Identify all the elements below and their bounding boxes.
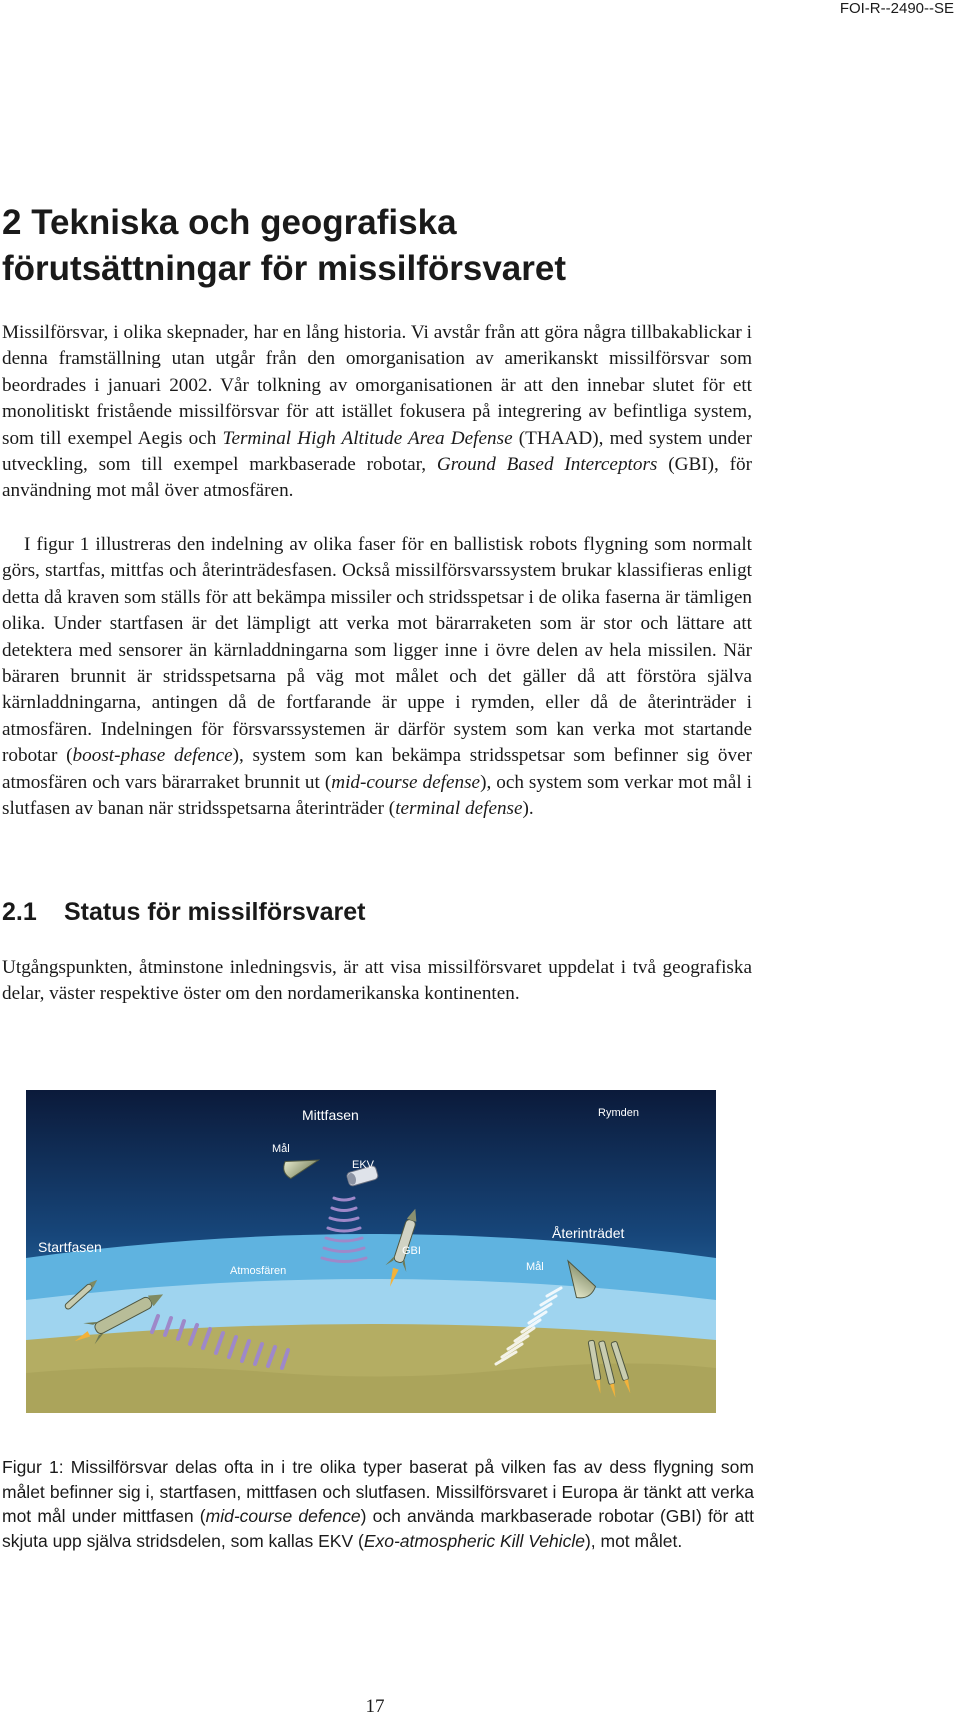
text-run: (GBI), för användning mot mål över atmosfären. <box>2 454 752 502</box>
term-gbi: Ground Based Interceptors <box>436 454 658 476</box>
text-run: ) och använda markbaserade robotar (GBI) för att skjuta upp själva stridsdelen, som kallas EKV ( <box>2 1506 754 1551</box>
label-aterintradet: Återinträdet <box>552 1225 625 1241</box>
label-atmosfaren: Atmosfären <box>230 1265 287 1277</box>
chapter-title <box>2 200 902 292</box>
text-run: ). <box>522 798 534 820</box>
label-mal-top: Mål <box>272 1143 290 1155</box>
text-run: ), system som kan bekämpa stridsspetsar som befinner sig över atmosfären och vars bärarraket brunnit ut ( <box>2 745 752 793</box>
figure-caption <box>2 1455 754 1553</box>
term-ekv: Exo-atmospheric Kill Vehicle <box>363 1530 585 1551</box>
text-run: Missilförsvar, i olika skepnader, har en lång historia. Vi avstår från att göra några tillbakablickar i denna framställning utan utgår från den omorganisation av amerikanskt missilförsvar som beordrades i januari 2002. Vår tolkning av omorganisationen är att den innebar slutet för ett monolitiskt fristående missilförsvar för att istället fokusera på integrering av befintliga system, som till exempel Aegis och <box>2 322 752 449</box>
term-boost-phase: boost-phase defence <box>72 745 233 767</box>
label-mal-right: Mål <box>526 1261 544 1273</box>
text-run: I figur 1 illustreras den indelning av olika faser för en ballistisk robots flygning som normalt görs, startfas, mittfas och återinträdesfasen. Också missilförsvarssystem brukar klassifieras enligt detta då kraven som ställs för att bekämpa missiler och stridsspetsar i de olika faserna är tämligen olika. Under startfasen är det lämpligt att verka mot bärarraketen som är stor och lättare att detektera med sensorer än kärnladdningarna som ligger inne i övre delen av hela missilen. När bäraren brunnit är stridsspetsarna på väg mot målet och det gäller då att förstöra själva kärnladdningarna, antingen då de fortfarande är uppe i rymden, eller då de återinträder i atmosfären. Indelningen för försvarssystemen är därför system som kan verka mot startande robotar ( <box>2 534 752 767</box>
term-mid-course-defence: mid-course defence <box>205 1506 361 1526</box>
section-number: 2.1 <box>2 898 37 926</box>
section-title <box>2 898 366 927</box>
label-gbi: GBI <box>402 1245 421 1257</box>
term-mid-course: mid-course defense <box>331 771 481 793</box>
label-rymden: Rymden <box>598 1107 639 1119</box>
text-run: ), och system som verkar mot mål i slutfasen av banan när stridsspetsarna återinträder ( <box>2 771 752 820</box>
label-startfasen: Startfasen <box>38 1239 102 1255</box>
paragraph-status: Utgångspunkten, åtminstone inledningsvis, är att visa missilförsvaret uppdelat i två geografiska delar, väster respektive öster om den nordamerikanska kontinenten. <box>2 957 752 1005</box>
paragraph-phases <box>2 532 752 822</box>
missile-defense-figure <box>26 1090 716 1413</box>
label-ekv: EKV <box>352 1159 375 1171</box>
term-thaad: Terminal High Altitude Area Defense <box>222 427 513 449</box>
report-id: FOI-R--2490--SE <box>839 0 954 17</box>
chapter-title-line1: 2 Tekniska och geografiska <box>2 203 457 242</box>
paragraph-intro <box>2 320 752 505</box>
label-mittfasen: Mittfasen <box>302 1107 359 1123</box>
text-run: ), mot målet. <box>584 1530 683 1551</box>
chapter-title-line2: förutsättningar för missilförsvaret <box>2 249 566 288</box>
term-terminal: terminal defense <box>395 798 523 820</box>
section-title-text: Status för missilförsvaret <box>64 898 366 926</box>
page-number: 17 <box>365 1696 385 1717</box>
text-run: (THAAD), med system under utveckling, som till exempel markbaserade robotar, <box>2 427 752 476</box>
text-run: Figur 1: Missilförsvar delas ofta in i tre olika typer baserat på vilken fas av dess flygning som målet befinner sig i, startfasen, mittfasen och slutfasen. Missilförsvaret i Europa är tänkt att verka mot mål under mittfasen ( <box>2 1457 754 1526</box>
